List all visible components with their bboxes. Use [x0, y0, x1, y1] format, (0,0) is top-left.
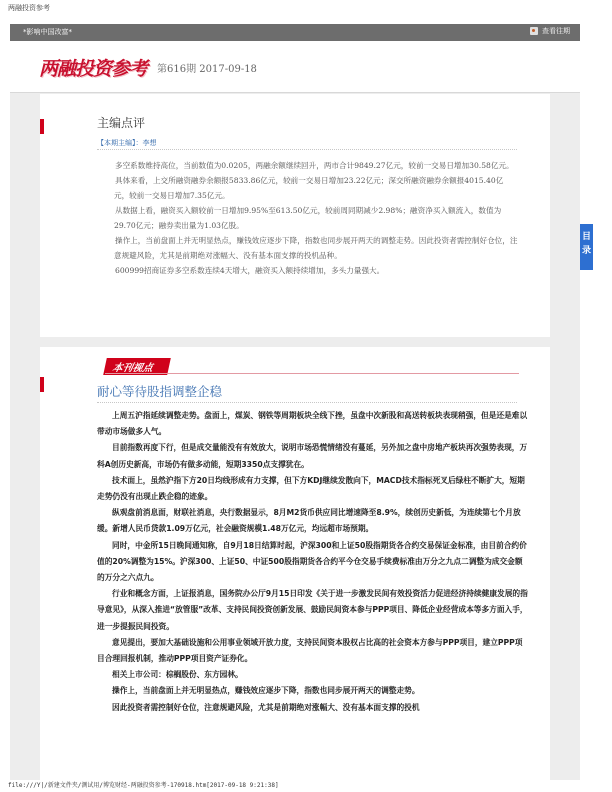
paragraph: 因此投资者需控制好仓位，注意规避风险，尤其是前期绝对涨幅大、没有基本面支撑的投机 — [112, 702, 420, 712]
section-tag-label: 本刊视点 — [111, 363, 154, 374]
editorial-card — [40, 94, 550, 337]
paragraph: 600999招商证券多空系数连续4天增大，融资买入额持续增加，多头力量强大。 — [115, 266, 385, 275]
past-issues-link[interactable] — [530, 26, 570, 36]
paragraph: 目前指数再度下行，但是成交量能没有有效放大，说明市场恐慌情绪没有蔓延，另外加之盘中房地产板块再次强势表现，万科A创历史新高，市场仍有做多动能，短期3350点支撑犹在。 — [97, 443, 528, 469]
paragraph: 多空系数维持高位，当前数值为0.0205，两融余额继续回升，两市合计9849.27亿元，较前一交易日增加30.58亿元。 — [115, 161, 514, 170]
editorial-title: 主编点评 — [97, 116, 146, 130]
article-title: 耐心等待股指调整企稳 — [97, 384, 223, 399]
editor-byline: 【本期主编】：李想 — [97, 139, 157, 147]
masthead — [10, 41, 580, 93]
paragraph: 技术面上，虽然沪指下方20日均线形成有力支撑，但下方KDJ继续发散向下，MACD技术指标死叉后绿柱不断扩大，短期走势仍没有出现止跌企稳的迹象。 — [97, 475, 525, 502]
logo: 两融投资参考 — [39, 58, 148, 80]
editorial-body — [114, 158, 518, 278]
paragraph: 纵观盘前消息面，财联社消息，央行数据显示，8月M2货币供应同比增速降至8.9%，续创历史新低，为连续第七个月放缓。新增人民币贷款1.09万亿元，社会融资规模1.48万亿元，均远超市场预期。 — [97, 508, 521, 534]
slogan: *影响中国改富* — [23, 28, 72, 36]
paragraph: 意见提出，要加大基础设施和公用事业领域开放力度，支持民间资本股权占比高的社会资本方参与PPP项目，建立PPP项目合理回报机制，推动PPP项目资产证券化。 — [97, 637, 523, 664]
divider — [97, 149, 517, 150]
paragraph: 同时，中金所15日晚间通知称，自9月18日结算时起，沪深300和上证50股指期货各合约交易保证金标准，由目前合约价值的20%调整为15%。沪深300、上证50、中证500股指期货各合约平今仓交易手续费标准由万分之九点二调整为成交金额的万分之六点九。 — [97, 540, 527, 583]
paragraph: 操作上，当前盘面上并无明显热点，赚钱效应逐步下降，指数也同步展开两天的调整走势。因此投资者需控制好仓位，注意规避风险，尤其是前期绝对涨幅大、没有基本面支撑的投机品种。 — [114, 236, 518, 260]
article-body — [97, 408, 529, 716]
section-marker — [40, 119, 44, 134]
paragraph: 相关上市公司：棕榈股份、东方园林。 — [112, 670, 243, 680]
past-issues-label: 查看往期 — [542, 27, 570, 35]
section-marker — [40, 377, 44, 392]
rss-icon — [530, 27, 538, 35]
divider — [97, 402, 517, 403]
article-card — [40, 347, 550, 780]
paragraph: 操作上，当前盘面上并无明显热点，赚钱效应逐步下降，指数也同步展开两天的调整走势。 — [112, 686, 420, 696]
paragraph: 具体来看，上交所融资融券余额报5833.86亿元，较前一交易日增加23.22亿元；深交所融资融券余额报4015.40亿元，较前一交易日增加7.35亿元。 — [114, 176, 504, 200]
section-divider — [105, 373, 519, 374]
paragraph: 上周五沪指延续调整走势。盘面上，煤炭、钢铁等周期板块全线下挫，虽盘中次新股和高送转板块表现稍强，但是还是难以带动市场做多人气。 — [97, 411, 528, 437]
table-of-contents-tab[interactable]: 目录 — [580, 224, 593, 270]
issue-info: 第616期 2017-09-18 — [157, 64, 257, 75]
paragraph: 从数据上看，融资买入额较前一日增加9.95%至613.50亿元，较前周同期减少2.98%；融资净买入额流入，数值为29.70亿元；融券卖出量为1.03亿股。 — [114, 206, 502, 230]
print-header: 两融投资参考 — [8, 4, 50, 12]
top-bar — [10, 24, 580, 41]
newsletter-page — [10, 24, 580, 780]
print-footer: file:///Y|/新建文件夹/测试用/博览财经-两融投资参考-170918.htm[2017-09-18 9:21:38] — [8, 782, 279, 789]
paragraph: 行业和概念方面，上证报消息，国务院办公厅9月15日印发《关于进一步激发民间有效投资活力促进经济持续健康发展的指导意见》，从深入推进“放管服”改革、支持民间投资创新发展、鼓励民间资本参与PPP项目、降低企业经营成本等多方面入手，进一步提振民间投资。 — [97, 589, 528, 631]
